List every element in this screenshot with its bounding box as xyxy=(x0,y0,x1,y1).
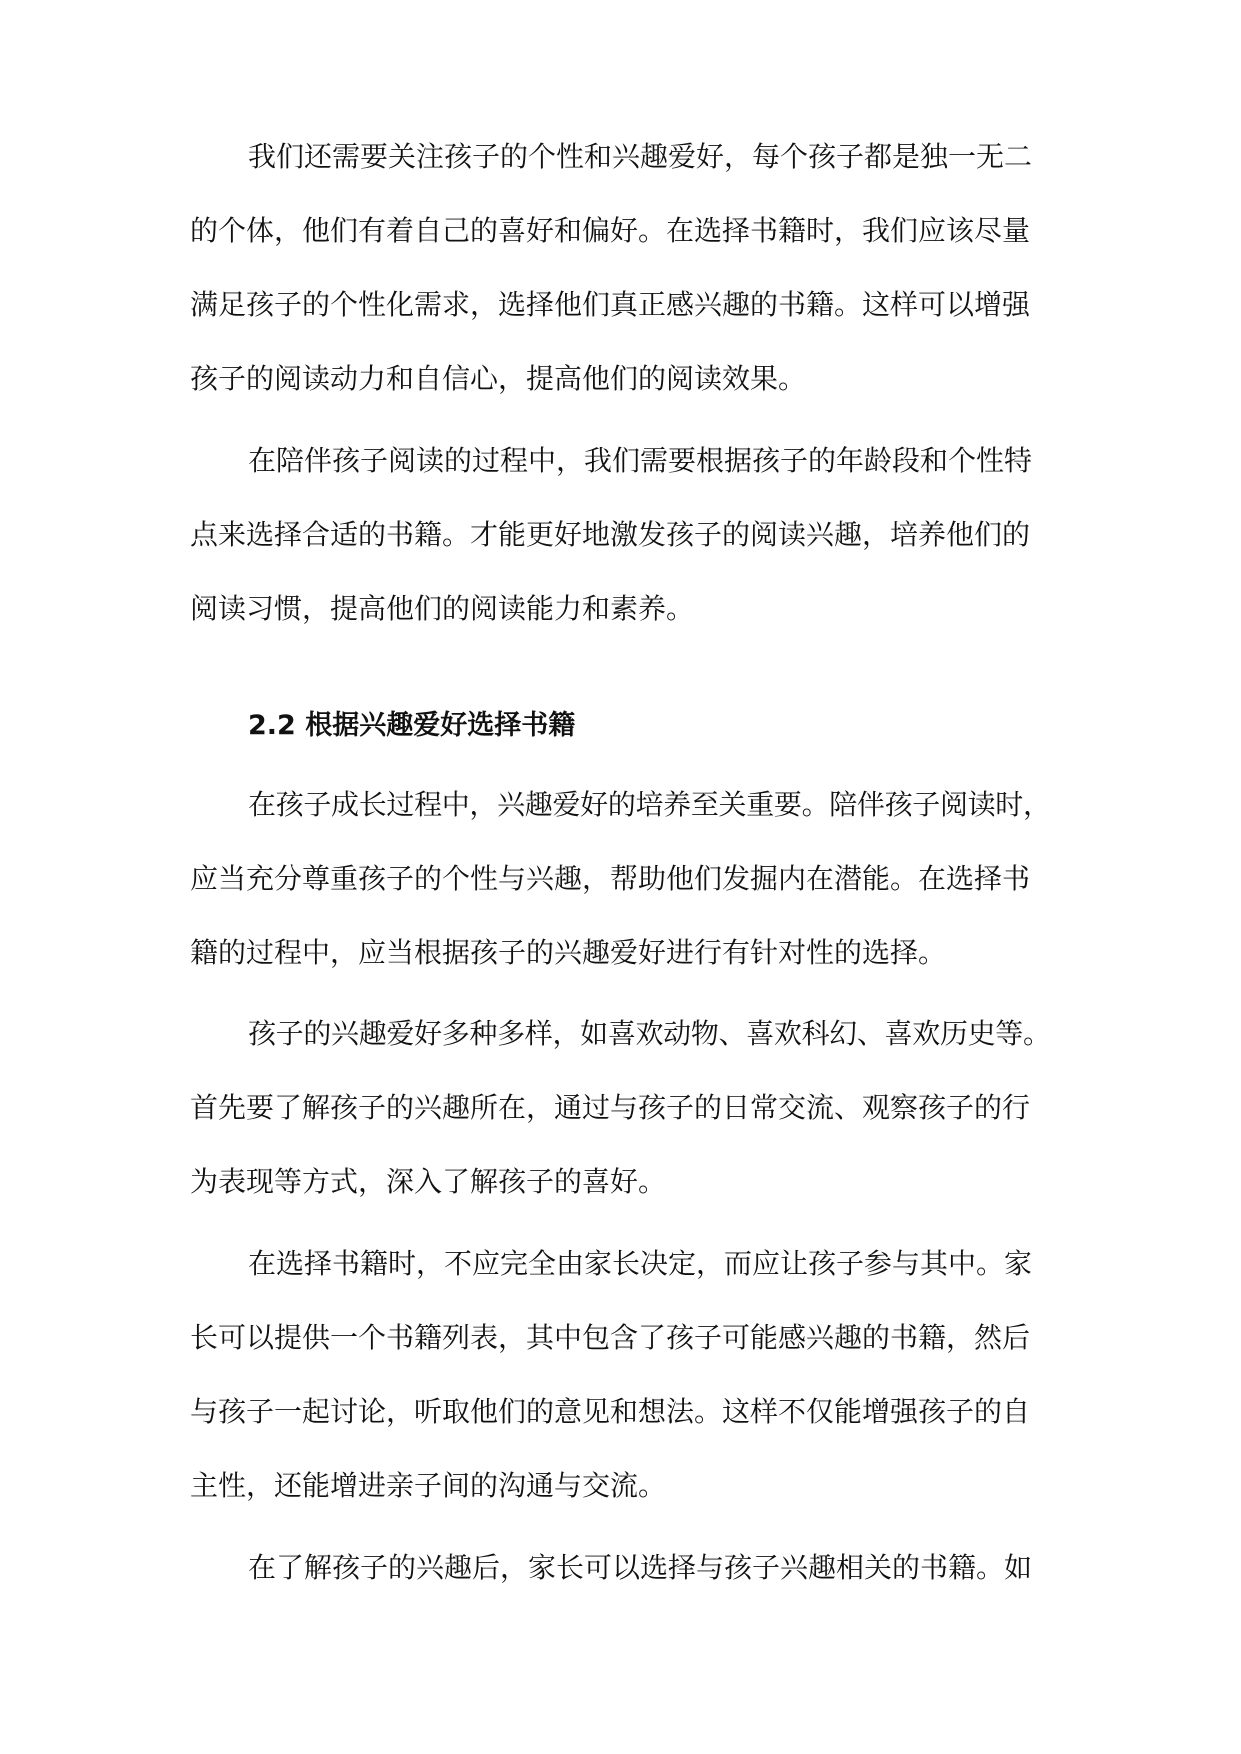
paragraph-line xyxy=(0,1088,1241,1128)
paragraph-line xyxy=(0,1162,1241,1202)
paragraph-line xyxy=(0,211,1241,251)
line-text: 在孩子成长过程中，兴趣爱好的培养至关重要。陪伴孩子阅读时， xyxy=(248,788,1051,821)
line-text: 为表现等方式，深入了解孩子的喜好。 xyxy=(190,1165,667,1198)
paragraph-line xyxy=(0,285,1241,325)
line-text: 满足孩子的个性化需求，选择他们真正感兴趣的书籍。这样可以增强 xyxy=(190,288,1031,321)
paragraph-line xyxy=(0,1318,1241,1358)
paragraph-line xyxy=(0,589,1241,629)
line-text: 主性，还能增进亲子间的沟通与交流。 xyxy=(190,1469,667,1502)
paragraph-line xyxy=(0,441,1241,481)
paragraph-line xyxy=(0,359,1241,399)
paragraph-line xyxy=(0,785,1241,825)
paragraph-line xyxy=(0,1244,1241,1284)
line-text: 在了解孩子的兴趣后，家长可以选择与孩子兴趣相关的书籍。如 xyxy=(248,1551,1033,1584)
paragraph-line xyxy=(0,1466,1241,1506)
line-text: 首先要了解孩子的兴趣所在，通过与孩子的日常交流、观察孩子的行 xyxy=(190,1091,1031,1124)
line-text: 阅读习惯，提高他们的阅读能力和素养。 xyxy=(190,592,695,625)
line-text: 籍的过程中，应当根据孩子的兴趣爱好进行有针对性的选择。 xyxy=(190,936,947,969)
line-text: 长可以提供一个书籍列表，其中包含了孩子可能感兴趣的书籍，然后 xyxy=(190,1321,1031,1354)
paragraph-line xyxy=(0,1548,1241,1588)
line-text: 在陪伴孩子阅读的过程中，我们需要根据孩子的年龄段和个性特 xyxy=(248,444,1033,477)
section-heading-text: 2.2 根据兴趣爱好选择书籍 xyxy=(248,710,576,741)
line-text: 孩子的兴趣爱好多种多样，如喜欢动物、喜欢科幻、喜欢历史等。 xyxy=(248,1017,1051,1050)
paragraph-line xyxy=(0,1014,1241,1054)
line-text: 与孩子一起讨论，听取他们的意见和想法。这样不仅能增强孩子的自 xyxy=(190,1395,1031,1428)
line-text: 点来选择合适的书籍。才能更好地激发孩子的阅读兴趣，培养他们的 xyxy=(190,518,1031,551)
line-text: 我们还需要关注孩子的个性和兴趣爱好，每个孩子都是独一无二 xyxy=(248,140,1033,173)
paragraph-line xyxy=(0,859,1241,899)
paragraph-line xyxy=(0,1392,1241,1432)
line-text: 应当充分尊重孩子的个性与兴趣，帮助他们发掘内在潜能。在选择书 xyxy=(190,862,1031,895)
line-text: 在选择书籍时，不应完全由家长决定，而应让孩子参与其中。家 xyxy=(248,1247,1033,1280)
paragraph-line xyxy=(0,933,1241,973)
paragraph-line xyxy=(0,137,1241,177)
line-text: 的个体，他们有着自己的喜好和偏好。在选择书籍时，我们应该尽量 xyxy=(190,214,1031,247)
line-text: 孩子的阅读动力和自信心，提高他们的阅读效果。 xyxy=(190,362,807,395)
paragraph-line xyxy=(0,515,1241,555)
section-heading xyxy=(0,706,1241,746)
